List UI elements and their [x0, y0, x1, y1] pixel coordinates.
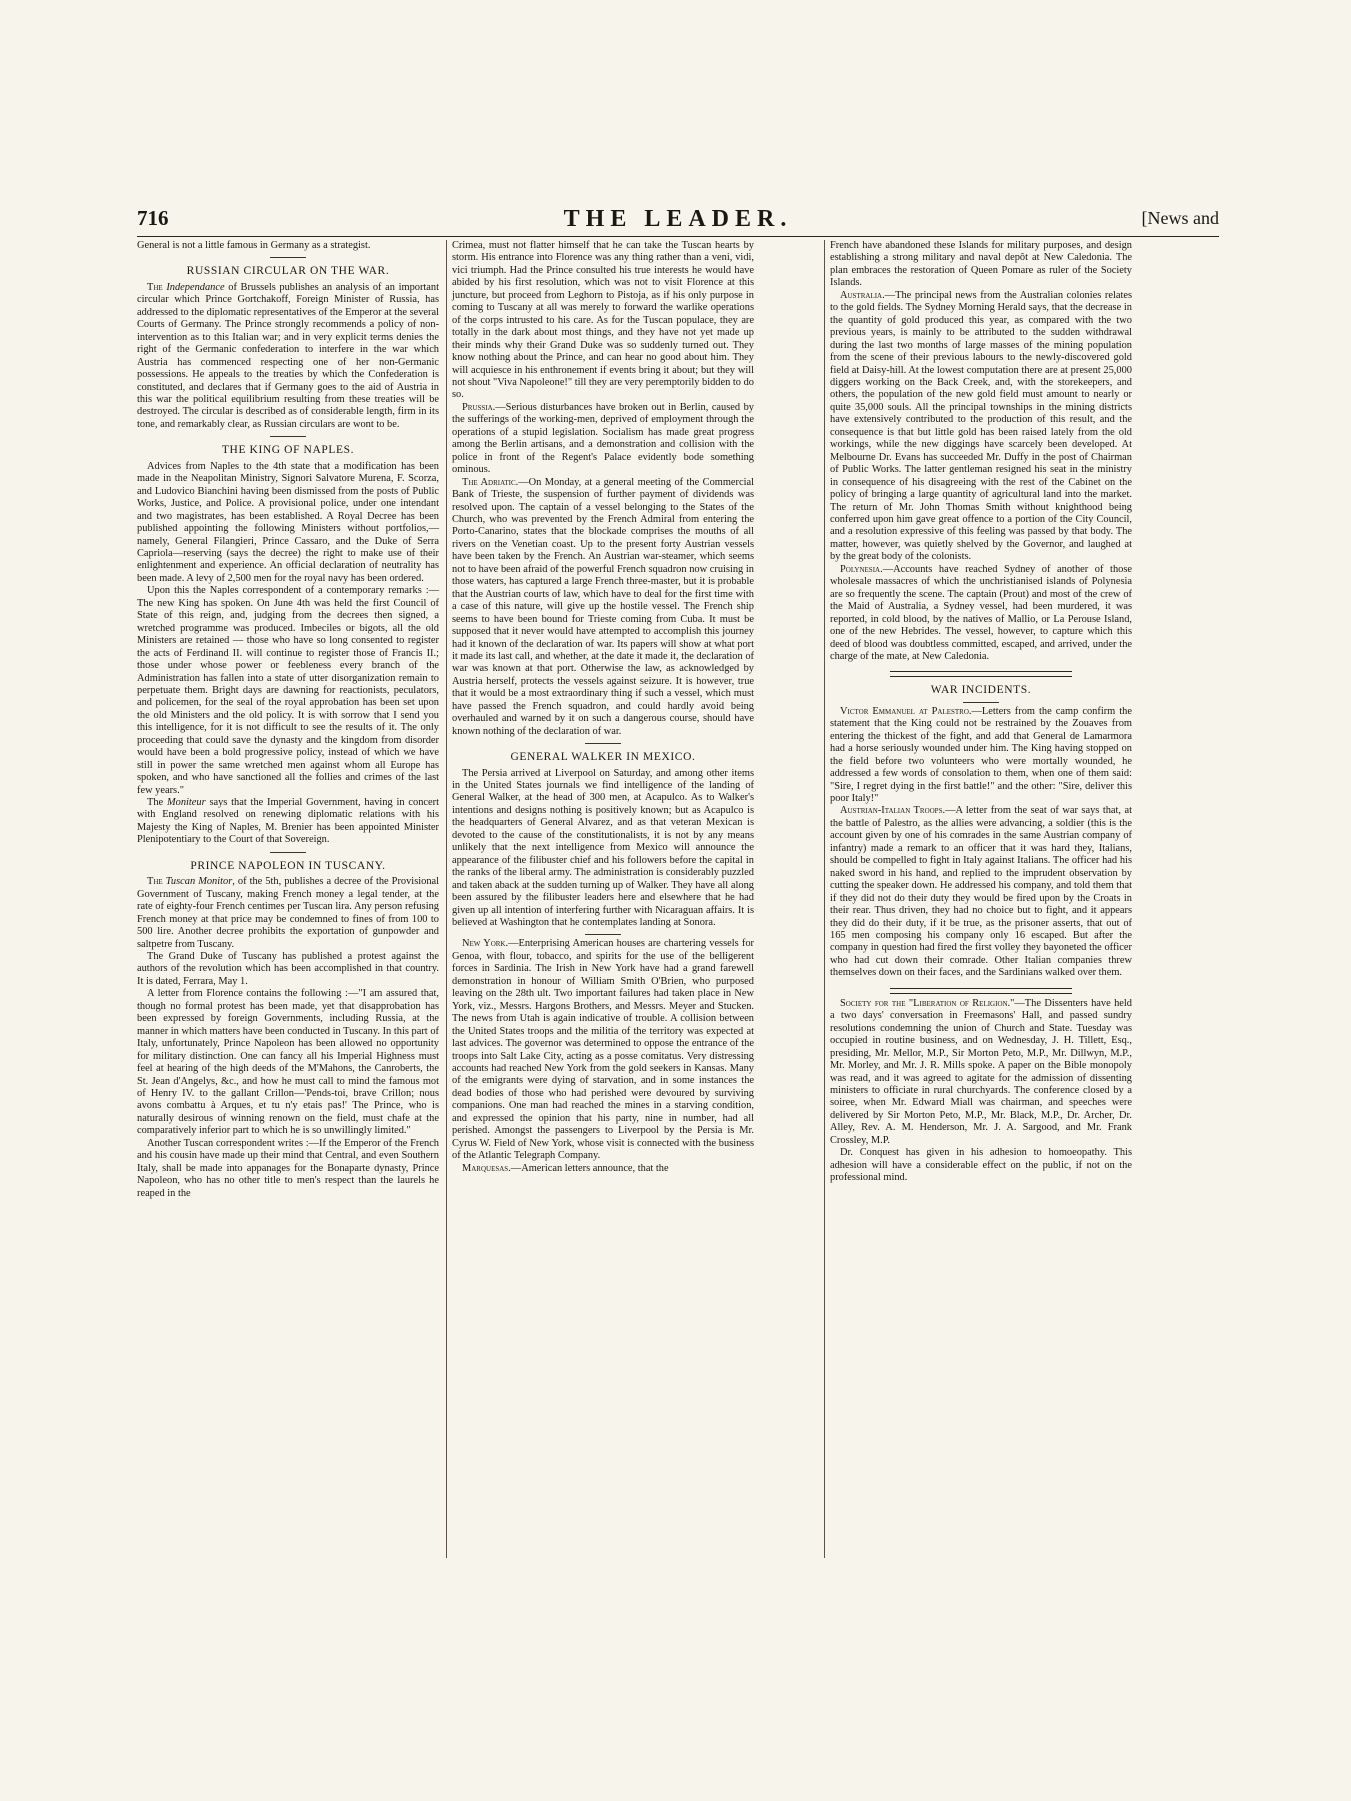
page-header [137, 206, 1219, 237]
paragraph [830, 805, 1132, 979]
column-2 [452, 240, 754, 1580]
text-run: The [147, 797, 167, 809]
paragraph [137, 876, 439, 951]
text-run: Tuscan Monitor [165, 876, 233, 888]
text-run: of Brussels publishes an analysis of an important circular which Prince Gortchakoff, Foreign Minister of Russia, has addressed to the diplomatic representatives of the Emperor at the several Courts of Germany. The Prince strongly recommends a policy of non-intervention as to this Italian war; and in very explicit terms denies the right of the Germanic confederation to interfere in the war which Austria has commenced respecting one of her non-Germanic possessions. He appeals to the treaties by which the Confederation is constituted, and declares that if Germany goes to the aid of Austria in this war the political equilibrium resulting from these treaties will be destroyed. The circular is described as of considerable length, firm in its tone, and remarkably clear, as Russian circulars are wont to be. [137, 281, 439, 430]
text-run: The [147, 876, 166, 888]
paragraph [452, 402, 754, 477]
text-run: Polynesia. [840, 563, 883, 575]
text-run: Prussia. [462, 401, 496, 413]
text-run: , of the 5th, publishes a decree of the Provisional Government of Tuscany, making French money a legal tender, at the rate of eighty-four French centimes per Tuscan lira. Any person refusing French money at that price may be condemned to fines of from 100 to 500 lire. Another decree prohibits the exportation of gunpowder and saltpetre from Tuscany. [137, 876, 440, 950]
paragraph: General is not a little famous in Germany as a strategist. [137, 240, 371, 251]
divider [585, 743, 621, 744]
paragraph [830, 564, 1132, 664]
column-rule [446, 240, 447, 1558]
text-run: Victor Emmanuel at Palestro. [840, 705, 972, 717]
divider [585, 934, 621, 935]
article-heading: PRINCE NAPOLEON IN TUSCANY. [190, 859, 386, 872]
paragraph: Dr. Conquest has given in his adhesion to homoeopathy. This adhesion will have a considerable effect on the public, if not on the professional mind. [830, 1147, 1132, 1184]
text-run: Australia. [840, 289, 885, 301]
text-run: Austrian-Italian Troops. [840, 805, 946, 817]
paragraph [452, 477, 754, 739]
paragraph: The Persia arrived at Liverpool on Saturday, and among other items in the United States journals we find intelligence of the landing of General Walker, at the head of 300 men, at Acapulco. As to Walker's intentions and designs nothing is positively known; but as Acapulco is the headquarters of General Alvarez, and as that veteran Mexican is devoted to the cause of the constitutionalists, it is not by any means unlikely that the next intelligence from Mexico will announce the appearance of the filibuster chief and his followers before the capital in the ranks of the liberal army. The administration is considerably puzzled and taken aback at the sudden turning up of Walker. They have all along been assured by the filibuster leaders here and elsewhere that he had given up all intention of interfering further with Nicaraguan affairs. It is believed at Washington that he contemplates landing at Sonora. [452, 767, 754, 929]
section-label: [News and [1141, 208, 1219, 228]
paragraph [830, 998, 1132, 1147]
divider [890, 671, 1072, 677]
page-number: 716 [137, 206, 169, 230]
text-run: The [147, 281, 167, 293]
text-run: —American letters announce, that the [510, 1162, 669, 1174]
column-rule [824, 240, 825, 1558]
paragraph [830, 706, 1132, 806]
article-heading: THE KING OF NAPLES. [221, 444, 355, 457]
divider [890, 988, 1072, 994]
text-run: Moniteur [166, 797, 206, 809]
divider [270, 257, 306, 258]
text-run: —Enterprising American houses are chartering vessels for Genoa, with flour, tobacco, and spirits for the use of the belligerent forces in Sardinia. The Irish in New York have had a grand farewell demonstration in honour of William Smith O'Brien, who purposed leaving on the 28th ult. Two important failures had taken place in New York, viz., Messrs. Hargons Brothers, and Messrs. Meyer and Stucken. The news from Utah is again indicative of trouble. A collision between the United States troops and the militia of the territory was expected at last advices. The governor was determined to oppose the entrance of the troops into Salt Lake City, acting as a posse comitatus. Very distressing accounts had reached New York from the gold seekers in Kansas. Many of the emigrants were dying of starvation, and in some instances the dead bodies of those who had perished were devoured by surviving companions. One man had reached the mines in a starving condition, and expressed the opinion that his party, nine in number, had all perished. Amongst the passengers to Liverpool by the Persia is Mr. Cyrus W. Field of New York, whose visit is connected with the business of the Atlantic Telegraph Company. [452, 938, 754, 1162]
masthead-title: THE LEADER. [563, 206, 793, 232]
text-run: says that the Imperial Government, having in concert with England resolved on renewing diplomatic relations with his Majesty the King of Naples, M. Brenier has been appointed Minister Plenipotentiary to the Court of that Sovereign. [137, 797, 439, 846]
paragraph: A letter from Florence contains the following :—"I am assured that, though no formal protest has been made, yet that disapprobation has been expressed by foreign Governments, including Russia, at the manner in which matters have been conducted in Tuscany. In this part of Italy, unfortunately, Prince Napoleon has been allowed no opportunity for military distinction. One can fancy all his Imperial Highness must feel at hearing of the high deeds of the M'Mahons, the Canroberts, the St. Jean d'Angelys, &c., and how he must call to mind the famous mot of Henry IV. to the gallant Crillon—'Pends-toi, brave Crillon; nous avons combattu à Arques, et tu n'y etais pas!' The Prince, who is naturally desirous of winning renown on the field, must chafe at the comparatively inferior part to which he is so unwillingly limited." [137, 988, 439, 1137]
text-run: —Serious disturbances have broken out in Berlin, caused by the sufferings of the working-men, deprived of employment through the operations of a stupid legislation. Socialism has made great progress among the Berlin artisans, and a demonstration and collision with the police in front of the Regent's Palace evidently bode something ominous. [452, 401, 754, 476]
paragraph [452, 1163, 754, 1175]
text-run: The Adriatic. [462, 476, 519, 488]
paragraph: Advices from Naples to the 4th state that a modification has been made in the Neapolitan Ministry, Signori Salvatore Murena, F. Scorza, and Ludovico Bianchini having been dismissed from the posts of Public Works, Justice, and Police. A provisional police, under one intendant and two magistrates, has been established. A Royal Decree has been published appointing the following Ministers without portfolios,—namely, General Filangieri, Prince Cassaro, and the Duke of Serra Capriola—reserving (says the decree) the right to make use of their enlightenment and experience. An official declaration of neutrality has been made. A levy of 2,500 men for the royal navy has been ordered. [137, 460, 439, 584]
text-run: Independance [166, 281, 225, 293]
text-run: —The Dissenters have held a two days' conversation in Freemasons' Hall, and passed sundry resolutions condemning the union of Church and State. Tuesday was occupied in routine business, and on Wednesday, J. H. Tillett, Esq., presiding, Mr. Mellor, M.P., Sir Morton Peto, M.P., Mr. Dillwyn, M.P., Mr. Morley, and Mr. J. R. Mills spoke. A paper on the Bible monopoly was read, and it was agreed to agitate for the admission of dissenting ministers to officiate in rural churchyards. The conference closed by a soiree, when Mr. Edward Miall was chairman, and speeches were delivered by Sir Morton Peto, M.P., Mr. Black, M.P., Dr. Archer, Dr. Alley, Rev. A. M. Henderson, Mr. J. A. Sargood, and Mr. Frank Crossley, M.P. [830, 997, 1133, 1146]
text-run: —Accounts have reached Sydney of another of those wholesale massacres of which the unchristianised islands of Polynesia are so frequently the scene. The captain (Prout) and most of the crew of the Maid of Australia, a Sydney vessel, had been murdered, it was reported, in cold blood, by the natives of Mallio, or La Perouse Island, one of the new Hebrides. The vessel, however, to capture which this deed of blood was doubtless committed, escaped, and arrived, under the charge of the mate, at New Caledonia. [830, 563, 1132, 662]
paragraph [137, 797, 439, 847]
text-run: Society for the "Liberation of Religion." [840, 997, 1015, 1009]
paragraph: Another Tuscan correspondent writes :—If the Emperor of the French and his cousin have made up their mind that Central, and even Southern Italy, shall be made into appanages for the Bonaparte dynasty, Prince Napoleon, who has no other title to men's respect than the laurels he reaped in the [137, 1137, 439, 1199]
paragraph [452, 938, 754, 1162]
paragraph [137, 282, 439, 431]
article-heading: GENERAL WALKER IN MEXICO. [510, 751, 696, 764]
text-run: Marquesas. [462, 1162, 511, 1174]
text-run: —A letter from the seat of war says that, at the battle of Palestro, as the allies were advancing, a soldier (this is the account given by one of his comrades in the same Austrian company of infantry) made a remark to an officer that it was hard they, Italians, should be compelled to fight in Italy against Italians. The officer had his naked sword in his hand, and replied to the imprudent observation by cutting the speaker down. He addressed his company, and told them that if they did not do their duty they would be fired upon by the Croats in their rear. Thus driven, they had no choice but to fight, and it appears they did do their duty, if it be true, as the prisoner asserts, that out of 165 men composing his company only 16 escaped. But after the company in question had fired the first volley they bayoneted the officer who had cut down their comrade. Other Italian companies threw themselves down on their faces, and the Sardinians walked over them. [830, 805, 1132, 979]
divider [270, 436, 306, 437]
article-heading: RUSSIAN CIRCULAR ON THE WAR. [186, 265, 390, 278]
paragraph: The Grand Duke of Tuscany has published a protest against the authors of the revolution which has been accomplished in that country. It is dated, Ferrara, May 1. [137, 951, 439, 987]
paragraph [830, 290, 1132, 564]
text-run: —The principal news from the Australian colonies relates to the gold fields. The Sydney Morning Herald says, that the decrease in the quantity of gold produced this year, as compared with the two previous years, is mainly to be attributed to the sudden withdrawal during the last two months of large masses of the mining population from the scene of their previous labours to the newly-discovered gold field at Daisy-hill. At the lowest computation there are at present 25,000 diggers working on the Back Creek, and, with the storekeepers, and others, the population of the new gold field must amount to nearly or quite 35,000 souls. All the principal townships in the mining districts have extensively contributed to the production of this result, and the consequence is that but little gold has been raised lately from the old workings, while the new diggings have scarcely been developed. At Melbourne Dr. Evans has succeeded Mr. Duffy in the post of Chairman of Public Works. The latter gentleman resigned his seat in the ministry in consequence of his disagreeing with the rest of the Cabinet on the policy of bringing a large quantity of agricultural land into the market. The return of Mr. John Thomas Smith without knighthood being conferred upon him gave great offence to a portion of the City Council, and a resolution expressive of this feeling was passed by that body. The matter, however, was quietly shelved by the Governor, and laughed at by the great body of the colonists. [830, 289, 1132, 563]
divider [270, 852, 306, 853]
text-run: New York. [462, 938, 509, 950]
column-3 [830, 240, 1132, 1580]
paragraph: Upon this the Naples correspondent of a contemporary remarks :—The new King has spoken. On June 4th was held the first Council of State of this reign, and, judging from the decrees then signed, a wretched programme was produced. Imbeciles or bigots, all the old Ministers are retained — those who have so long consented to register the acts of Ferdinand II. will continue to register those of Francis II.; those under whose power or feebleness every branch of the Administration has fallen into a state of utter disorganization remain to perpetuate them. Bright days are dawning for reactionists, peculators, and policemen, for the seal of the royal approbation has been set upon the old Ministers and the old policy. It is with sorrow that I send you this intelligence, for it is not difficult to see the results of it. The only proceeding that could save the dynasty and the kingdom from disorder would have been a bold progressive policy, instead of which we have still in power the same wretched men against whom all Europe has spoken, and who have sanctioned all the follies and crimes of the last few years." [137, 585, 439, 796]
article-heading: WAR INCIDENTS. [930, 684, 1032, 697]
divider [963, 702, 999, 703]
paragraph: French have abandoned these Islands for military purposes, and design establishing a strong military and naval depôt at New Caledonia. The plan embraces the restoration of Queen Pomare as ruler of the Society Islands. [830, 240, 1132, 289]
paragraph: Crimea, must not flatter himself that he can take the Tuscan hearts by storm. His entrance into Florence was any thing rather than a veni, vidi, vici triumph. Had the Prince consulted his true interests he would have abided by his first resolution, which was not to visit Florence at this juncture, but proceed from Leghorn to Pistoja, as if his only purpose in coming to Tuscany at all was merely to forward the warlike operations of the corps intrusted to his care. As for the Tuscan populace, they are totally in the dark about most things, and they have not yet made up their minds why their Grand Duke was so suddenly turned out. They know nothing about the Prince, and can hear no good about him. They will acquiesce in his enthronement if events bring it about; but they will not shout "Viva Napoleone!" till they are very peremptorily bidden to do so. [452, 240, 754, 401]
column-1 [137, 240, 439, 1580]
text-run: —On Monday, at a general meeting of the Commercial Bank of Trieste, the suspension of further payment of dividends was resolved upon. The captain of a vessel belonging to the States of the Church, who was prevented by the French Admiral from entering the Porto-Canarino, states that the blockade comprises the mouths of all rivers on the Venetian coast. Up to the present forty Austrian vessels have been taken by the French. An Austrian war-steamer, which seems not to have been afraid of the powerful French squadron now cruising in those waters, has captured a large French three-master, but it is probable that the Austrian courts of law, which have to deal for the first time with a case of this nature, will give up the hostile vessel. The French ship seems to have been bound for Trieste coming from Cuba. It must be supposed that it never would have attempted to accomplish this journey had it known of the declaration of war. Its papers will show at what port it made its last call, and whether, at the date it made it, the declaration of war was known at that port. Otherwise the law, as acknowledged by Austria herself, protects the vessels against seizure. It is however, true that it would be a most extraordinary thing if such a vessel, which must have passed the French squadron, and could hardly avoid being overhauled and warned by it on such a dangerous course, should have known nothing of the declaration of war. [452, 476, 754, 737]
text-run: —Letters from the camp confirm the statement that the King could not be restrained by the Zouaves from entering the thickest of the fight, and add that General de Lamarmora had a horse seriously wounded under him. The King having stopped on the field before two volunteers who were mortally wounded, he addressed a few words of consolation to them, when one of them said: "Sire, I regret dying in the first battle!" and the other: "Sire, deliver this poor Italy!" [830, 705, 1132, 805]
